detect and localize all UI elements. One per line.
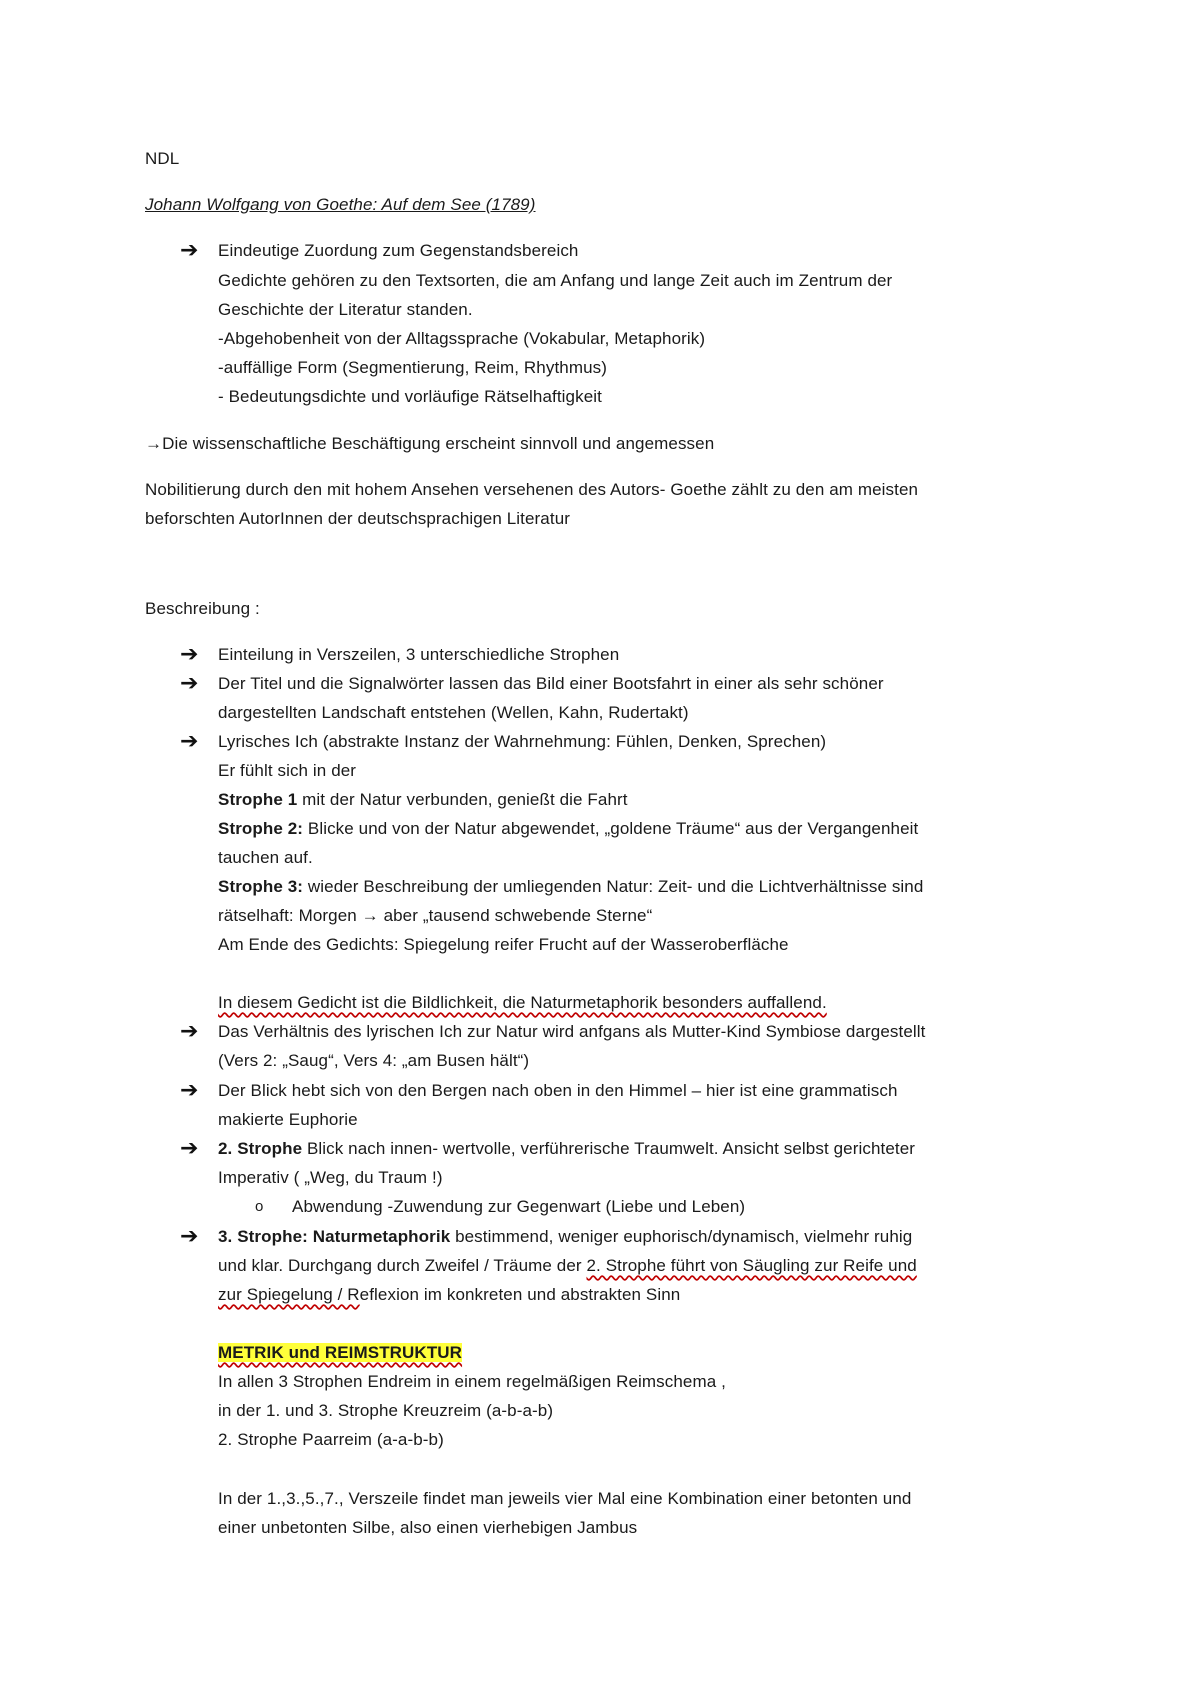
arrow-bullet-icon: ➔ <box>180 641 199 666</box>
strophe-2-cont: tauchen auf. <box>218 848 313 867</box>
document-title: Johann Wolfgang von Goethe: Auf dem See (1789) <box>145 195 536 214</box>
description-bullet: Lyrisches Ich (abstrakte Instanz der Wahrnehmung: Fühlen, Denken, Sprechen) <box>218 732 827 751</box>
imagery-statement: In diesem Gedicht ist die Bildlichkeit, die Naturmetaphorik besonders auffallend. <box>218 993 827 1012</box>
circle-bullet-icon: o <box>255 1198 264 1215</box>
imagery-subbullet: Abwendung -Zuwendung zur Gegenwart (Liebe und Leben) <box>292 1197 746 1216</box>
description-bullet-cont: dargestellten Landschaft entstehen (Wellen, Kahn, Rudertakt) <box>218 703 689 722</box>
intro-conclusion: →Die wissenschaftliche Beschäftigung erscheint sinnvoll und angemessen <box>145 434 715 453</box>
intro-line: - Bedeutungsdichte und vorläufige Rätselhaftigkeit <box>218 387 602 406</box>
meter-line: in der 1. und 3. Strophe Kreuzreim (a-b-a-b) <box>218 1401 554 1420</box>
strophe-1-line: Strophe 1 mit der Natur verbunden, genießt die Fahrt <box>218 790 628 809</box>
strophe-3-line: Strophe 3: wieder Beschreibung der umliegenden Natur: Zeit- und die Lichtverhältnisse sind <box>218 877 924 896</box>
meter-line: 2. Strophe Paarreim (a-a-b-b) <box>218 1430 444 1449</box>
description-sub: Er fühlt sich in der <box>218 761 357 780</box>
imagery-bullet: 2. Strophe Blick nach innen- wertvolle, verführerische Traumwelt. Ansicht selbst gerichteter <box>218 1139 916 1158</box>
intro-line: -Abgehobenheit von der Alltagssprache (Vokabular, Metaphorik) <box>218 329 706 348</box>
strophe-2-line: Strophe 2: Blicke und von der Natur abgewendet, „goldene Träume“ aus der Vergangenheit <box>218 819 919 838</box>
jambus-line: einer unbetonten Silbe, also einen vierhebigen Jambus <box>218 1518 638 1537</box>
description-heading: Beschreibung : <box>145 599 260 618</box>
meter-heading: METRIK und REIMSTRUKTUR <box>218 1343 463 1362</box>
arrow-bullet-icon: ➔ <box>180 1223 199 1248</box>
nobilitation-line: beforschten AutorInnen der deutschsprachigen Literatur <box>145 509 571 528</box>
arrow-bullet-icon: ➔ <box>180 237 199 262</box>
intro-line: -auffällige Form (Segmentierung, Reim, Rhythmus) <box>218 358 608 377</box>
intro-line: Geschichte der Literatur standen. <box>218 300 473 319</box>
arrow-bullet-icon: ➔ <box>180 1077 199 1102</box>
imagery-bullet: Der Blick hebt sich von den Bergen nach oben in den Himmel – hier ist eine grammatisch <box>218 1081 898 1100</box>
strophe-3-cont: rätselhaft: Morgen → aber „tausend schwebende Sterne“ <box>218 906 653 925</box>
right-arrow-icon: → <box>361 906 379 925</box>
imagery-bullet: 3. Strophe: Naturmetaphorik bestimmend, weniger euphorisch/dynamisch, vielmehr ruhig <box>218 1227 913 1246</box>
intro-line: Gedichte gehören zu den Textsorten, die am Anfang und lange Zeit auch im Zentrum der <box>218 271 893 290</box>
imagery-bullet-cont: (Vers 2: „Saug“, Vers 4: „am Busen hält“) <box>218 1051 530 1070</box>
imagery-bullet-cont: zur Spiegelung / Reflexion im konkreten und abstrakten Sinn <box>218 1285 681 1304</box>
imagery-bullet-cont: und klar. Durchgang durch Zweifel / Träume der 2. Strophe führt von Säugling zur Reife und <box>218 1256 917 1275</box>
arrow-bullet-icon: ➔ <box>180 1018 199 1043</box>
imagery-bullet: Das Verhältnis des lyrischen Ich zur Natur wird anfgans als Mutter-Kind Symbiose dargestellt <box>218 1022 926 1041</box>
arrow-bullet-icon: ➔ <box>180 728 199 753</box>
arrow-bullet-icon: ➔ <box>180 670 199 695</box>
ending-line: Am Ende des Gedichts: Spiegelung reifer Frucht auf der Wasseroberfläche <box>218 935 789 954</box>
nobilitation-line: Nobilitierung durch den mit hohem Ansehen versehenen des Autors- Goethe zählt zu den am meisten <box>145 480 919 499</box>
arrow-bullet-icon: ➔ <box>180 1135 199 1160</box>
intro-point: Eindeutige Zuordung zum Gegenstandsbereich <box>218 241 579 260</box>
course-label: NDL <box>145 149 180 168</box>
description-bullet: Der Titel und die Signalwörter lassen das Bild einer Bootsfahrt in einer als sehr schöner <box>218 674 884 693</box>
meter-line: In allen 3 Strophen Endreim in einem regelmäßigen Reimschema , <box>218 1372 726 1391</box>
imagery-bullet-cont: makierte Euphorie <box>218 1110 358 1129</box>
description-bullet: Einteilung in Verszeilen, 3 unterschiedliche Strophen <box>218 645 620 664</box>
jambus-line: In der 1.,3.,5.,7., Verszeile findet man jeweils vier Mal eine Kombination einer betonten und <box>218 1489 912 1508</box>
imagery-bullet-cont: Imperativ ( „Weg, du Traum !) <box>218 1168 443 1187</box>
right-arrow-icon: → <box>145 434 163 453</box>
